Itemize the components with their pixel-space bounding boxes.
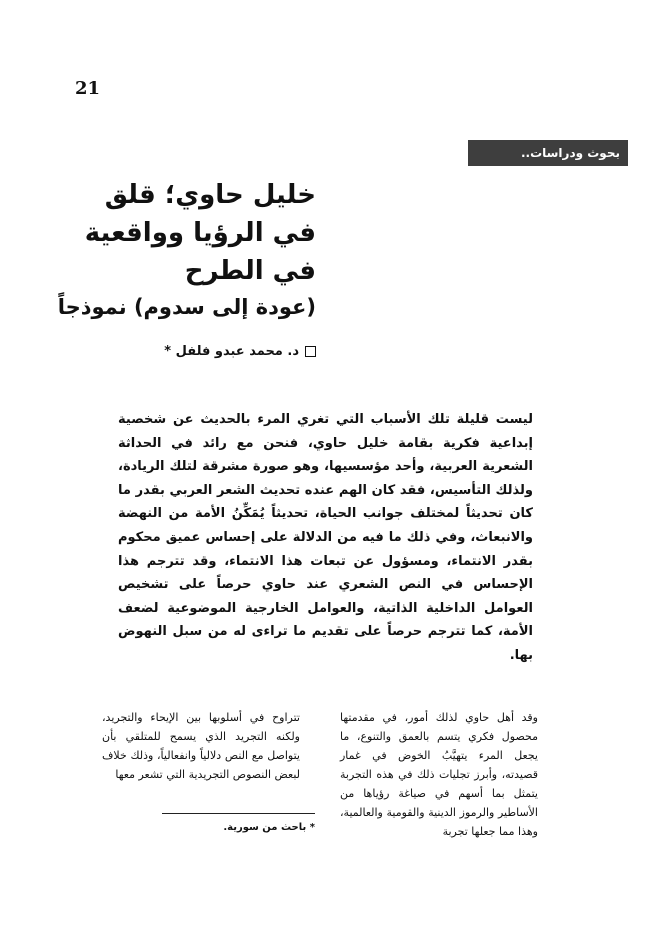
title-line: في الطرح <box>184 256 316 286</box>
title-line: في الرؤيا وواقعية <box>84 218 316 248</box>
title-line: خليل حاوي؛ قلق <box>104 180 316 210</box>
intro-paragraph <box>118 408 533 668</box>
article-title <box>57 176 316 324</box>
page-number: 21 <box>75 78 101 99</box>
author-line <box>120 344 316 359</box>
footnote: * باحث من سورية. <box>223 822 315 833</box>
article-subtitle: (عودة إلى سدوم) نموذجاً <box>57 295 316 319</box>
body-text-left: تتراوح في أسلوبها بين الإيحاء والتجريد، ولكنه التجريد الذي يسمح للمتلقي بأن يتواصل مع النص دلالياً وانفعالياً، وذلك خلاف لبعض النصوص التجريدية التي تشعر معها <box>102 711 300 781</box>
intro-text: ليست قليلة تلك الأسباب التي تغري المرء بالحديث عن شخصية إبداعية فكرية بقامة خليل حاوي، فنحن مع رائد في الحداثة الشعرية العربية، وأحد مؤسسيها، وهو صورة مشرقة لتلك الريادة، ولذلك التأسيس، فقد كان الهم عنده تحديث الشعر العربي بقدر ما كان تحديثاً لمختلف جوانب الحياة، تحديثاً يُمَكِّنُ الأمة من النهضة والانبعاث، وفي ذلك ما فيه من الدلالة على إحساس عميق محكوم بقدر الانتماء، ومسؤول عن تبعات هذا الانتماء، وقد تترجم هذا الإحساس في النص الشعري عند حاوي حرصاً على تشخيص العوامل الداخلية الذاتية، والعوامل الخارجية الموضوعية لضعف الأمة، كما تترجم حرصاً على تقديم ما تراءى له من سبل النهوض بها. <box>118 412 533 663</box>
square-bullet-icon <box>305 346 316 357</box>
body-text-right: وقد أهل حاوي لذلك أمور، في مقدمتها محصول فكري يتسم بالعمق والتنوع، ما يجعل المرء يتهيَّبُ الخوض في غمار قصيدته، وأبرز تجليات ذلك في هذه التجربة يتمثل بما أسهم في صياغة رؤياها من الأساطير والرموز الدينية والقومية والعالمية، وهذا مما جعلها تجربة <box>340 711 538 838</box>
body-column-right <box>340 708 538 841</box>
body-column-left <box>102 708 300 784</box>
footnote-divider <box>162 813 315 814</box>
section-label: بحوث ودراسات.. <box>468 140 628 166</box>
author-name: د. محمد عبدو فلفل * <box>164 344 299 359</box>
